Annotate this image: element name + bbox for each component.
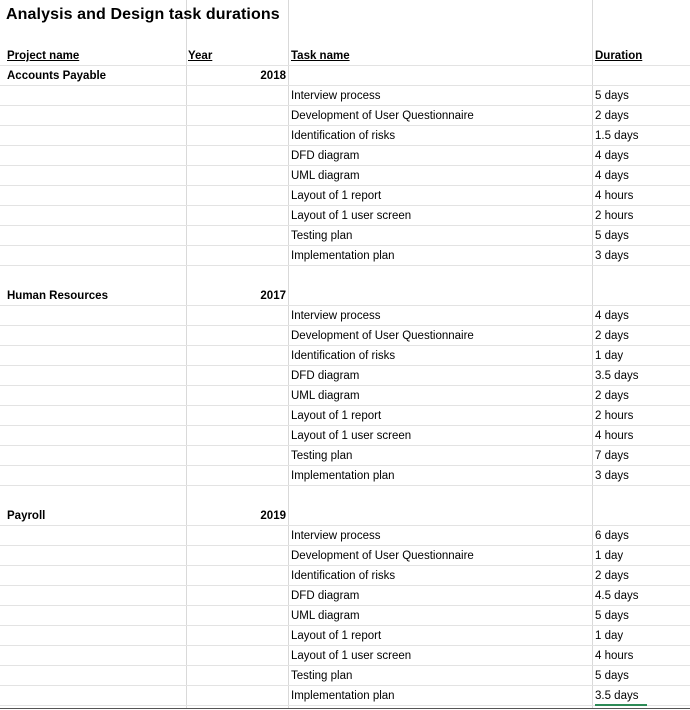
task-name-cell[interactable]: Implementation plan — [291, 690, 395, 702]
duration-cell[interactable]: 5 days — [595, 230, 629, 242]
task-name-cell[interactable]: Testing plan — [291, 450, 353, 462]
table-row — [0, 166, 690, 186]
table-row — [0, 586, 690, 606]
header-row — [0, 46, 690, 66]
task-name-cell[interactable]: Layout of 1 report — [291, 190, 382, 202]
table-row — [0, 446, 690, 466]
year-cell[interactable]: 2018 — [260, 70, 286, 82]
table-row — [0, 346, 690, 366]
table-row — [0, 626, 690, 646]
task-name-cell[interactable]: Layout of 1 user screen — [291, 430, 412, 442]
duration-cell[interactable]: 4 days — [595, 310, 629, 322]
task-name-cell[interactable]: Implementation plan — [291, 250, 395, 262]
duration-cell[interactable]: 2 hours — [595, 210, 634, 222]
table-row — [0, 646, 690, 666]
table-row — [0, 666, 690, 686]
duration-cell[interactable]: 2 days — [595, 570, 629, 582]
task-name-cell[interactable]: Identification of risks — [291, 350, 396, 362]
duration-cell[interactable]: 1 day — [595, 630, 624, 642]
duration-cell[interactable]: 7 days — [595, 450, 629, 462]
duration-cell[interactable]: 4.5 days — [595, 590, 639, 602]
table-row — [0, 366, 690, 386]
duration-cell[interactable]: 3.5 days — [595, 370, 639, 382]
task-name-cell[interactable]: DFD diagram — [291, 370, 360, 382]
task-name-cell[interactable]: Testing plan — [291, 230, 353, 242]
duration-cell[interactable]: 4 hours — [595, 650, 634, 662]
duration-cell[interactable]: 4 days — [595, 170, 629, 182]
table-row — [0, 686, 690, 706]
duration-cell[interactable]: 1 day — [595, 350, 624, 362]
duration-cell[interactable]: 5 days — [595, 90, 629, 102]
duration-cell[interactable]: 4 hours — [595, 430, 634, 442]
table-row — [0, 466, 690, 486]
table-row — [0, 566, 690, 586]
task-name-cell[interactable]: Layout of 1 report — [291, 410, 382, 422]
duration-cell[interactable]: 2 hours — [595, 410, 634, 422]
table-row — [0, 206, 690, 226]
task-name-cell[interactable]: Layout of 1 user screen — [291, 210, 412, 222]
project-row — [0, 66, 690, 86]
table-row — [0, 386, 690, 406]
task-name-cell[interactable]: Testing plan — [291, 670, 353, 682]
year-header[interactable]: Year — [188, 50, 213, 62]
table-row — [0, 606, 690, 626]
table-row — [0, 106, 690, 126]
project-name-header[interactable]: Project name — [7, 50, 80, 62]
task-name-cell[interactable]: Layout of 1 user screen — [291, 650, 412, 662]
duration-cell[interactable]: 5 days — [595, 610, 629, 622]
project-name-cell[interactable]: Human Resources — [7, 290, 108, 302]
task-name-cell[interactable]: Development of User Questionnaire — [291, 330, 474, 342]
task-name-cell[interactable]: Interview process — [291, 310, 381, 322]
table-row — [0, 146, 690, 166]
task-name-cell[interactable]: UML diagram — [291, 390, 360, 402]
duration-cell[interactable]: 1.5 days — [595, 130, 639, 142]
table-row — [0, 246, 690, 266]
spellcheck-underline — [595, 704, 647, 706]
year-cell[interactable]: 2017 — [260, 290, 286, 302]
duration-cell[interactable]: 5 days — [595, 670, 629, 682]
task-name-cell[interactable]: Identification of risks — [291, 570, 396, 582]
table-row — [0, 226, 690, 246]
task-name-cell[interactable]: Interview process — [291, 90, 381, 102]
table-row — [0, 546, 690, 566]
task-name-cell[interactable]: Development of User Questionnaire — [291, 110, 474, 122]
table-row — [0, 86, 690, 106]
table-row — [0, 426, 690, 446]
task-name-cell[interactable]: Interview process — [291, 530, 381, 542]
task-name-cell[interactable]: Implementation plan — [291, 470, 395, 482]
table-row — [0, 186, 690, 206]
year-cell[interactable]: 2019 — [260, 510, 286, 522]
duration-cell[interactable]: 6 days — [595, 530, 629, 542]
duration-cell[interactable]: 3.5 days — [595, 690, 639, 702]
task-name-cell[interactable]: UML diagram — [291, 170, 360, 182]
bottom-border — [0, 708, 690, 709]
table-row — [0, 126, 690, 146]
project-row — [0, 286, 690, 306]
duration-header[interactable]: Duration — [595, 50, 643, 62]
task-name-cell[interactable]: Identification of risks — [291, 130, 396, 142]
task-name-cell[interactable]: DFD diagram — [291, 150, 360, 162]
table-row — [0, 306, 690, 326]
table-row — [0, 326, 690, 346]
duration-cell[interactable]: 2 days — [595, 110, 629, 122]
duration-cell[interactable]: 3 days — [595, 250, 629, 262]
duration-cell[interactable]: 4 hours — [595, 190, 634, 202]
task-name-cell[interactable]: DFD diagram — [291, 590, 360, 602]
task-name-header[interactable]: Task name — [291, 50, 350, 62]
task-name-cell[interactable]: UML diagram — [291, 610, 360, 622]
duration-cell[interactable]: 4 days — [595, 150, 629, 162]
table-row — [0, 526, 690, 546]
task-name-cell[interactable]: Layout of 1 report — [291, 630, 382, 642]
duration-cell[interactable]: 2 days — [595, 390, 629, 402]
sheet-title: Analysis and Design task durations — [6, 6, 280, 23]
table-row — [0, 406, 690, 426]
project-name-cell[interactable]: Accounts Payable — [7, 70, 107, 82]
project-row — [0, 506, 690, 526]
project-name-cell[interactable]: Payroll — [7, 510, 46, 522]
task-name-cell[interactable]: Development of User Questionnaire — [291, 550, 474, 562]
duration-cell[interactable]: 1 day — [595, 550, 624, 562]
duration-cell[interactable]: 2 days — [595, 330, 629, 342]
duration-cell[interactable]: 3 days — [595, 470, 629, 482]
